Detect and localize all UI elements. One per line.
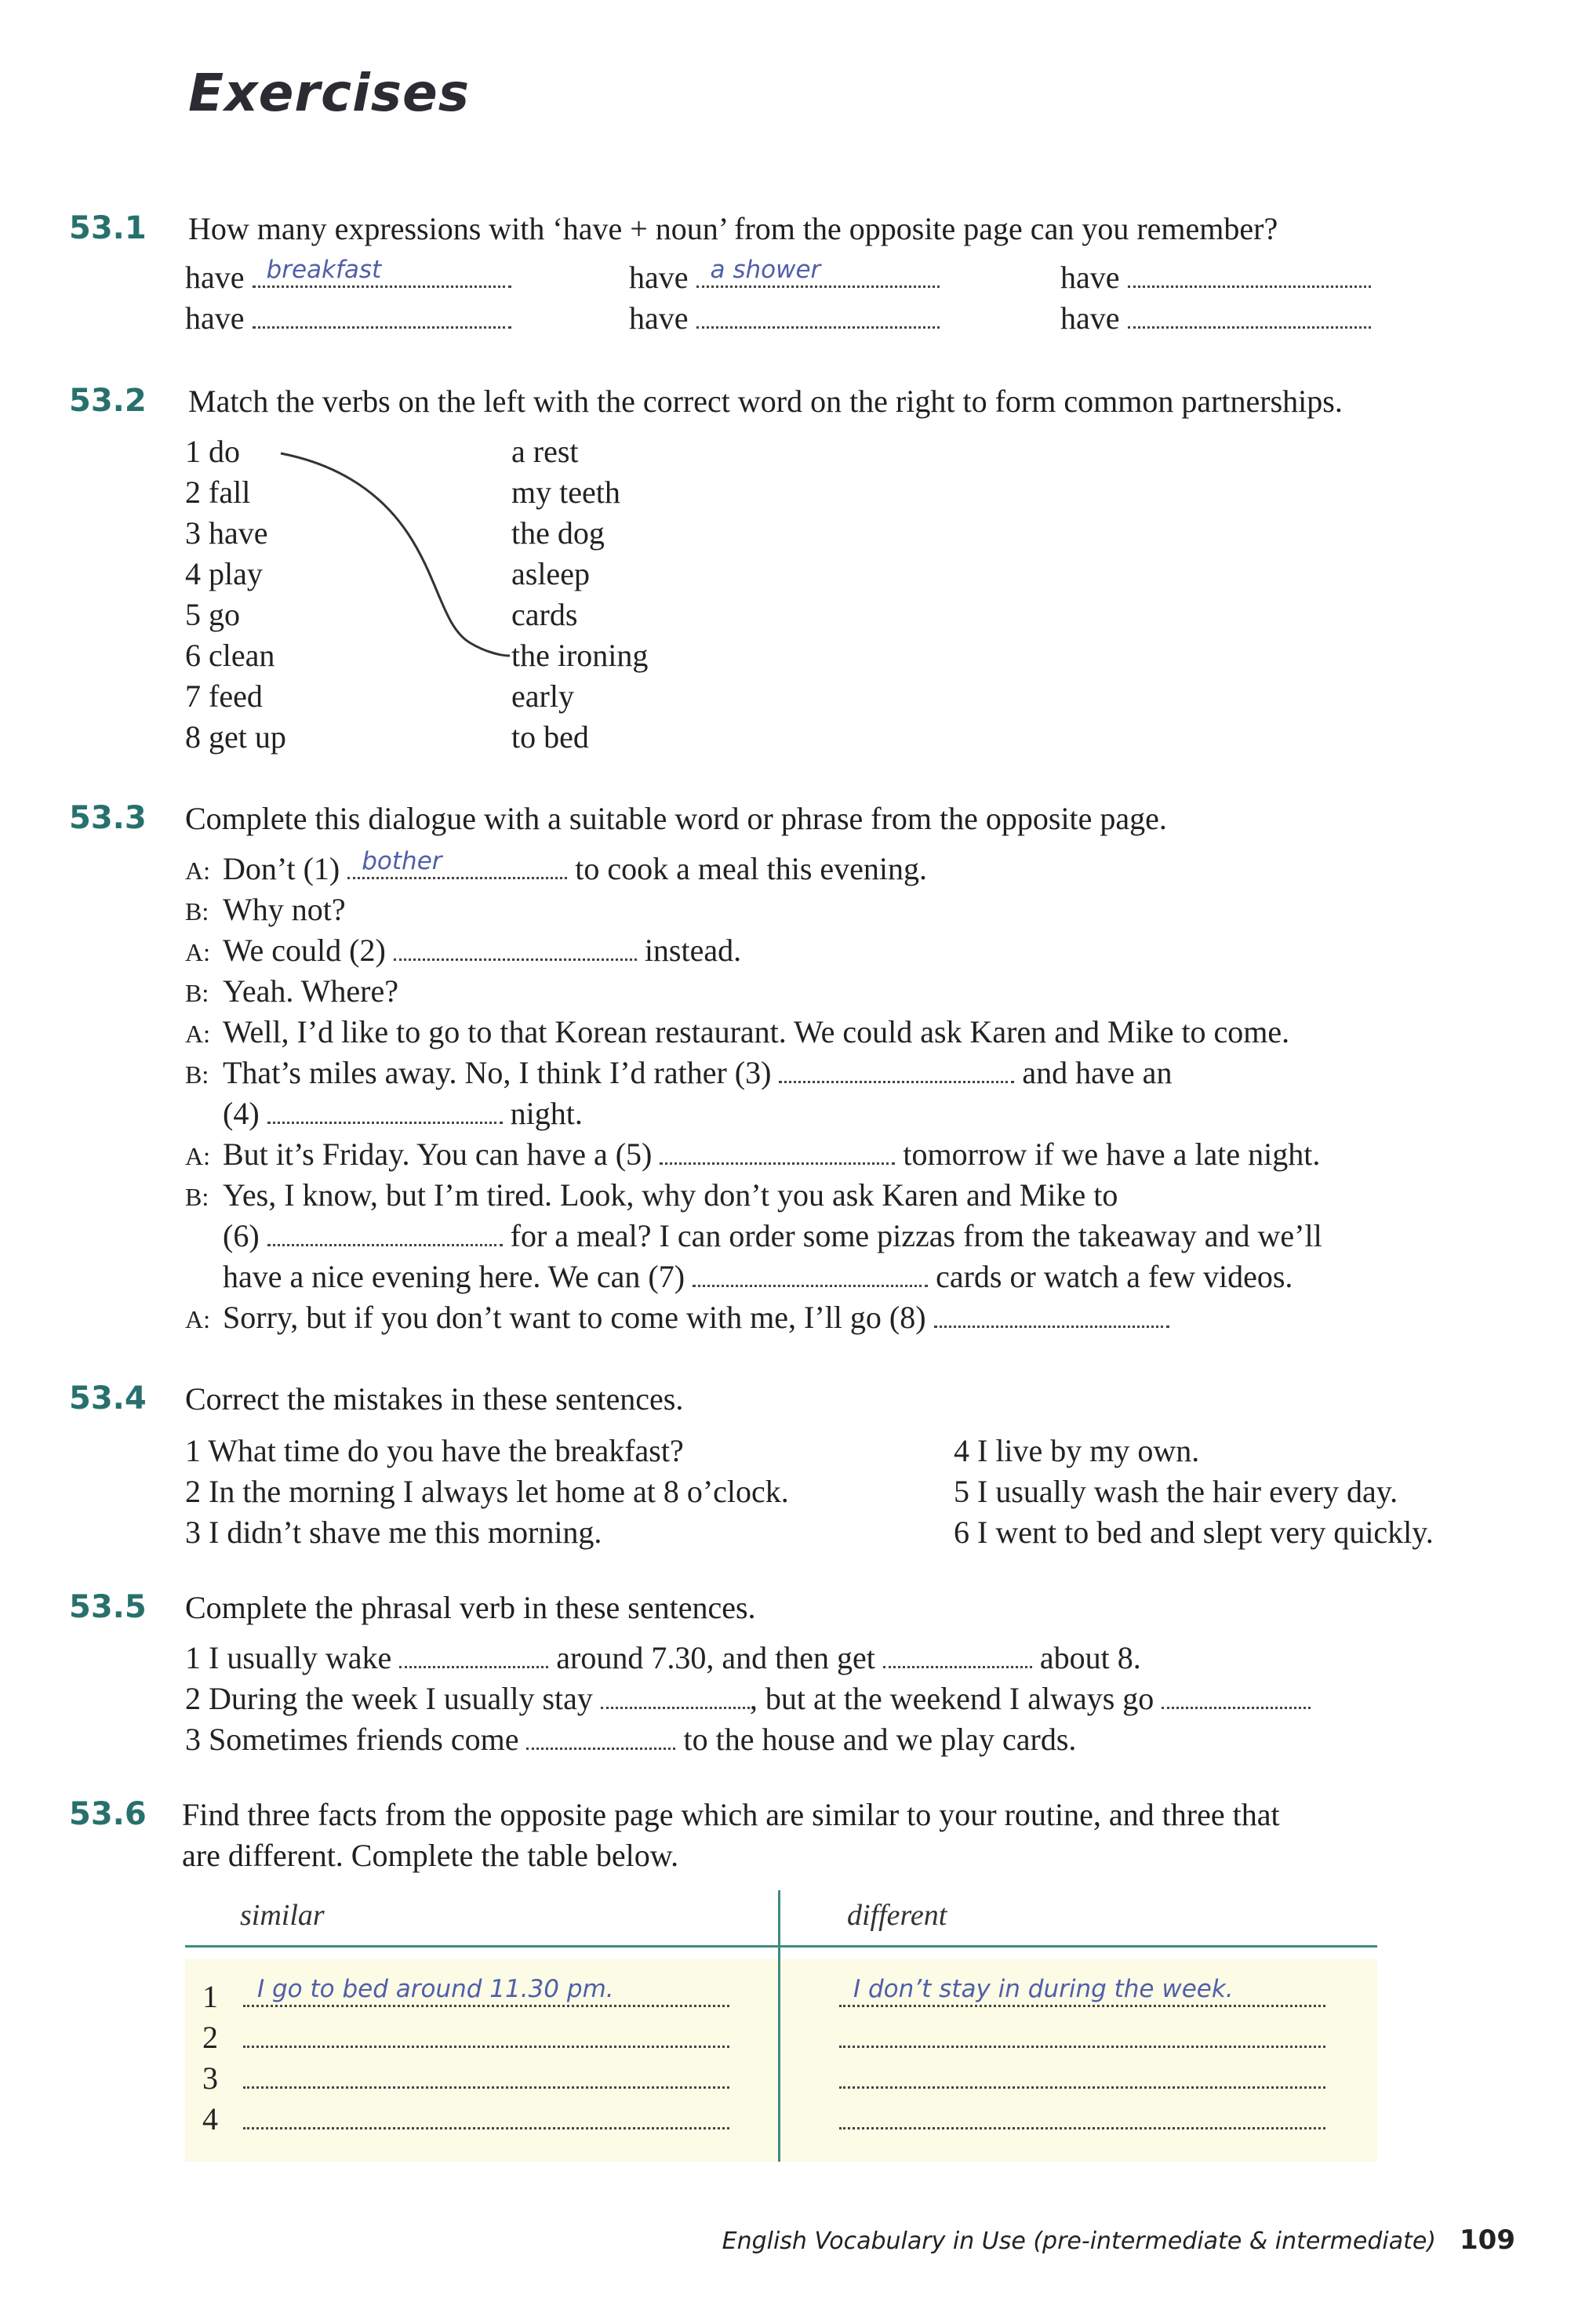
phrasal-sentence: 1 I usually wake around 7.30, and then get about 8. — [185, 1640, 1141, 1675]
verb-item: 2 fall — [185, 475, 251, 510]
answer-blank[interactable] — [243, 2022, 729, 2048]
table-row — [839, 2100, 1325, 2137]
table-row: 2 — [202, 2019, 729, 2056]
answer-blank[interactable] — [693, 1261, 928, 1287]
answer-blank[interactable] — [934, 1302, 1169, 1328]
dialogue-line: have a nice evening here. We can (7) cards or watch a few videos. — [223, 1259, 1293, 1294]
table-row — [839, 2019, 1325, 2056]
sentence-item: 5 I usually wash the hair every day. — [954, 1474, 1398, 1509]
answer-blank[interactable] — [839, 2104, 1325, 2129]
dialogue-line: B: That’s miles away. No, I think I’d rather (3) and have an — [185, 1055, 1173, 1090]
dialogue-line: B: Why not? — [185, 892, 346, 927]
answer-blank[interactable] — [347, 847, 567, 879]
exercise-53-1-instruction: How many expressions with ‘have + noun’ from the opposite page can you remember? — [188, 211, 1278, 246]
table-row — [839, 1975, 1325, 2015]
word-item: the ironing — [511, 638, 649, 673]
dialogue-line: B: Yeah. Where? — [185, 973, 399, 1009]
exercise-53-5-instruction: Complete the phrasal verb in these sentences. — [185, 1590, 756, 1625]
handwritten-answer: I don’t stay in during the week. — [853, 1975, 1234, 2003]
word-item: early — [511, 678, 574, 714]
exercise-53-6-instruction-1: Find three facts from the opposite page which are similar to your routine, and three that — [182, 1797, 1280, 1832]
sentence-item: 6 I went to bed and slept very quickly. — [954, 1515, 1434, 1550]
have-item-2: have a shower — [629, 259, 940, 296]
exercise-53-3-instruction: Complete this dialogue with a suitable word or phrase from the opposite page. — [185, 801, 1167, 836]
answer-blank[interactable] — [839, 2022, 1325, 2048]
phrasal-sentence: 2 During the week I usually stay , but at the weekend I always go — [185, 1680, 1311, 1717]
answer-blank[interactable] — [243, 2063, 729, 2089]
have-item-5: have — [629, 300, 940, 336]
answer-blank[interactable] — [660, 1139, 895, 1165]
table-header-rule — [185, 1945, 1377, 1948]
page-title: Exercises — [188, 63, 471, 123]
dialogue-line: A: But it’s Friday. You can have a (5) tomorrow if we have a late night. — [185, 1137, 1321, 1172]
dialogue-line: A: Don’t (1) bother to cook a meal this evening. — [185, 847, 928, 886]
phrasal-sentence: 3 Sometimes friends come to the house and we play cards. — [185, 1722, 1077, 1757]
dialogue-line: (4) night. — [223, 1096, 583, 1131]
dialogue-line: (6) for a meal? I can order some pizzas from the takeaway and we’ll — [223, 1218, 1322, 1253]
verb-item: 4 play — [185, 556, 263, 591]
answer-blank[interactable] — [526, 1724, 675, 1750]
table-row: 4 — [202, 2100, 729, 2137]
exercise-number-53-5: 53.5 — [69, 1589, 147, 1625]
verb-item: 3 have — [185, 515, 268, 551]
answer-blank[interactable] — [243, 1975, 729, 2007]
column-header-different: different — [847, 1899, 947, 1932]
dialogue-line: A: Sorry, but if you don’t want to come with me, I’ll go (8) — [185, 1299, 1169, 1336]
verb-item: 8 get up — [185, 719, 286, 755]
sentence-item: 2 In the morning I always let home at 8 o’clock. — [185, 1474, 789, 1509]
sentence-item: 4 I live by my own. — [954, 1433, 1200, 1468]
answer-blank[interactable] — [243, 2104, 729, 2129]
table-column-divider — [778, 1890, 780, 2162]
word-item: to bed — [511, 719, 589, 755]
sentence-item: 1 What time do you have the breakfast? — [185, 1433, 684, 1468]
have-item-3: have — [1060, 259, 1371, 296]
answer-blank[interactable] — [394, 935, 637, 961]
dialogue-line: A: Well, I’d like to go to that Korean restaurant. We could ask Karen and Mike to come. — [185, 1014, 1290, 1049]
have-item-6: have — [1060, 300, 1371, 336]
exercise-number-53-2: 53.2 — [69, 383, 147, 419]
handwritten-answer: I go to bed around 11.30 pm. — [257, 1975, 614, 2003]
exercise-53-2-instruction: Match the verbs on the left with the correct word on the right to form common partnerships. — [188, 384, 1343, 419]
column-header-similar: similar — [240, 1899, 325, 1932]
word-item: my teeth — [511, 475, 620, 510]
table-row — [839, 2060, 1325, 2097]
word-item: cards — [511, 597, 578, 632]
verb-item: 5 go — [185, 597, 240, 632]
exercise-53-6-instruction-2: are different. Complete the table below. — [182, 1838, 679, 1873]
exercise-number-53-3: 53.3 — [69, 800, 147, 836]
exercise-53-4-instruction: Correct the mistakes in these sentences. — [185, 1381, 684, 1417]
verb-item: 6 clean — [185, 638, 275, 673]
exercise-number-53-4: 53.4 — [69, 1380, 147, 1417]
verb-item: 1 do — [185, 434, 240, 469]
word-item: the dog — [511, 515, 605, 551]
word-item: a rest — [511, 434, 579, 469]
answer-blank[interactable] — [779, 1057, 1014, 1083]
answer-blank[interactable] — [839, 2063, 1325, 2089]
answer-blank[interactable] — [601, 1683, 750, 1709]
handwritten-answer: breakfast — [266, 256, 382, 284]
answer-blank[interactable] — [883, 1642, 1032, 1668]
page-footer — [722, 2224, 1515, 2256]
answer-blank[interactable] — [1162, 1683, 1311, 1709]
word-item: asleep — [511, 556, 590, 591]
exercise-number-53-1: 53.1 — [69, 210, 147, 246]
sentence-item: 3 I didn’t shave me this morning. — [185, 1515, 602, 1550]
verb-item: 7 feed — [185, 678, 263, 714]
exercise-number-53-6: 53.6 — [69, 1796, 147, 1832]
have-item-1: have breakfast — [185, 259, 511, 296]
handwritten-answer: a shower — [710, 256, 821, 284]
page-number: 109 — [1460, 2224, 1515, 2256]
have-item-4: have — [185, 300, 511, 336]
answer-blank[interactable] — [267, 1220, 503, 1246]
answer-blank[interactable] — [399, 1642, 548, 1668]
answer-blank[interactable] — [839, 1975, 1325, 2007]
handwritten-answer: bother — [362, 847, 442, 875]
book-title: English Vocabulary in Use (pre-intermediate & intermediate) — [722, 2228, 1437, 2255]
dialogue-line: A: We could (2) instead. — [185, 933, 742, 968]
answer-blank[interactable] — [267, 1098, 503, 1124]
table-row: 1 I go to bed around 11.30 pm. — [202, 1978, 729, 2015]
dialogue-line: B: Yes, I know, but I’m tired. Look, why don’t you ask Karen and Mike to — [185, 1177, 1118, 1213]
table-row: 3 — [202, 2060, 729, 2097]
